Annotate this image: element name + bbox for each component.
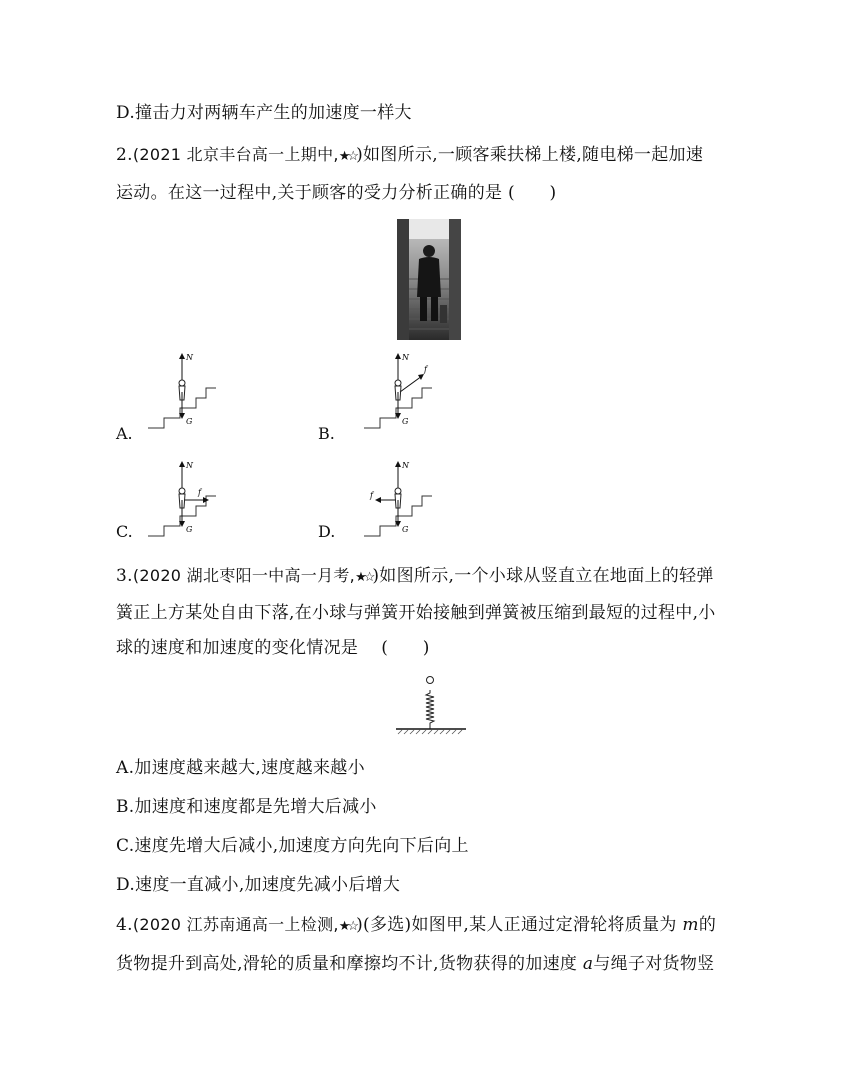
force-label-n: N [402,461,409,470]
q2-source: (2021 北京丰台高一上期中, [132,145,339,164]
force-label-f: f [370,491,373,500]
option-c-figure [146,458,226,540]
q4-stem-line-1 [116,914,716,938]
q2-stem-line-2: 运动。在这一过程中,关于顾客的受力分析正确的是 ( ) [116,183,557,203]
q3-stem-line-1 [116,565,714,589]
q3-option-c: C.速度先增大后减小,加速度方向先向下后向上 [116,836,469,856]
q4-stem-text-b: 的 [698,915,717,935]
escalator-photo [397,219,461,340]
q2-number: 2. [116,145,133,165]
q3-option-d: D.速度一直减小,加速度先减小后增大 [116,875,401,895]
q3-number: 3. [116,566,133,586]
q3-stem-text: )如图所示,一个小球从竖直立在地面上的轻弹 [372,566,714,586]
force-label-f: f [198,488,201,497]
q3-stem-line-3: 球的速度和加速度的变化情况是 ( ) [116,638,430,658]
q4-stem-line-2 [116,953,714,975]
force-label-g: G [186,417,193,426]
option-a-figure [146,350,226,432]
force-label-f: f [424,365,427,374]
option-b-figure [362,350,442,432]
force-label-g: G [402,525,409,534]
q4-number: 4. [116,915,133,935]
q3-option-a: A.加速度越来越大,速度越来越小 [116,758,365,778]
q2-stem-line-1 [116,144,703,168]
option-a-label: A. [116,424,133,443]
q4-stem-text: )(多选)如图甲,某人正通过定滑轮将质量为 [356,915,683,935]
force-label-n: N [186,353,193,362]
q1-option-d: D.撞击力对两辆车产生的加速度一样大 [116,103,412,123]
force-label-g: G [186,525,193,534]
q4-stem-text-2b: 与绳子对货物竖 [593,954,715,974]
q2-stem-text: )如图所示,一顾客乘扶梯上楼,随电梯一起加速 [356,145,704,165]
q3-difficulty-stars-icon: ★☆ [355,570,373,585]
force-label-n: N [186,461,193,470]
q3-source: (2020 湖北枣阳一中高一月考, [132,566,356,585]
force-label-g: G [402,417,409,426]
q3-option-b: B.加速度和速度都是先增大后减小 [116,797,377,817]
q2-difficulty-stars-icon: ★☆ [338,149,357,164]
q3-stem-line-2: 簧正上方某处自由下落,在小球与弹簧开始接触到弹簧被压缩到最短的过程中,小 [116,603,716,623]
force-label-n: N [402,353,409,362]
spring-ball-figure [392,674,470,738]
q4-var-a: a [582,954,594,974]
q4-source: (2020 江苏南通高一上检测, [132,915,339,934]
option-d-figure [362,458,442,540]
q4-var-m: m [682,915,699,935]
q4-stem-text-2: 货物提升到高处,滑轮的质量和摩擦均不计,货物获得的加速度 [116,954,583,974]
option-d-label: D. [318,522,336,541]
q4-difficulty-stars-icon: ★☆ [338,919,357,934]
option-c-label: C. [116,522,133,541]
option-b-label: B. [318,424,335,443]
